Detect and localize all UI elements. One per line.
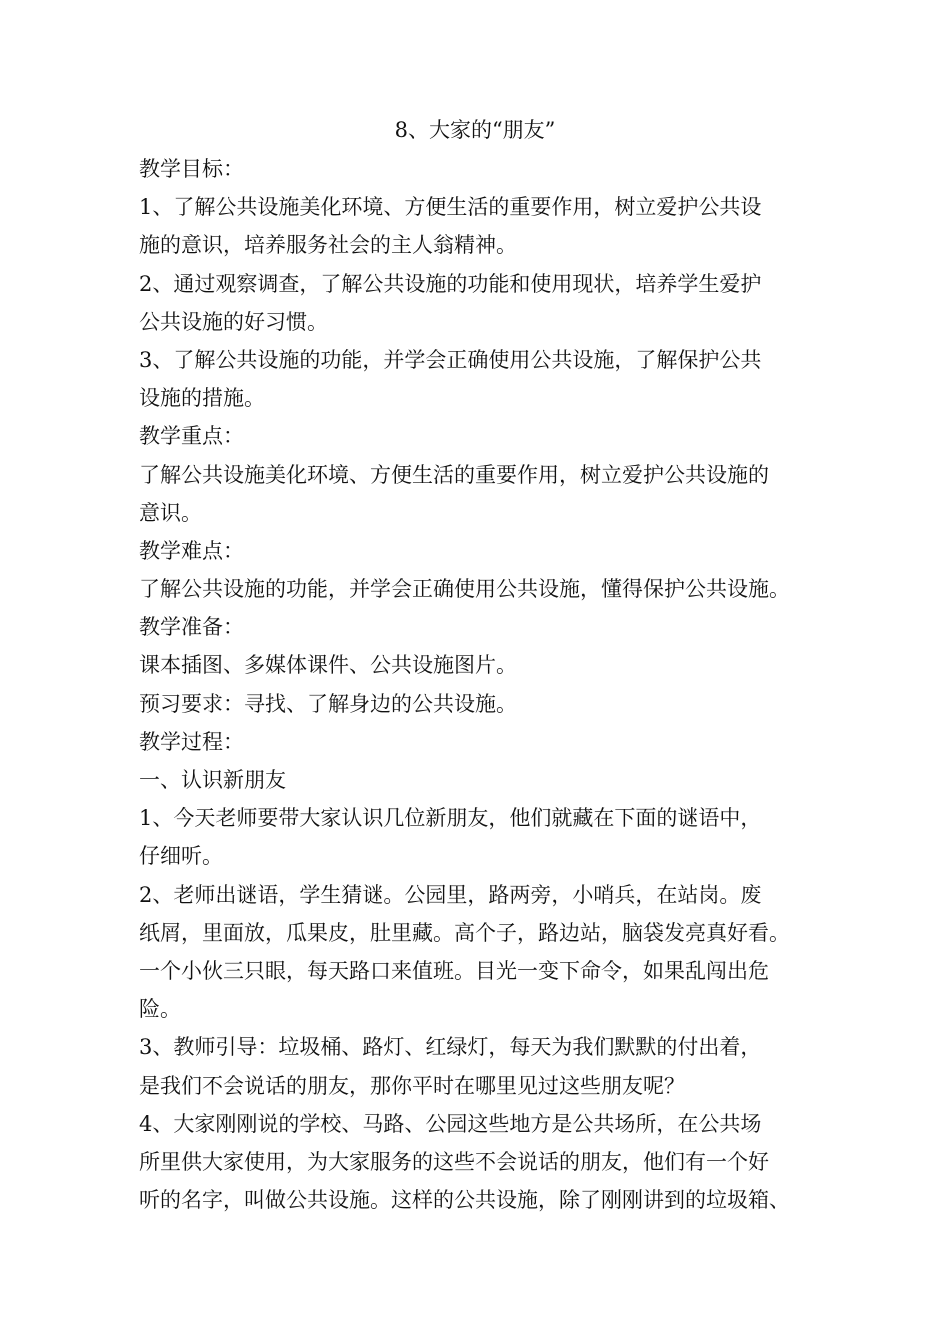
- document-body: [139, 150, 839, 1219]
- text-line: 2、老师出谜语，学生猜谜。公园里，路两旁，小哨兵，在站岗。废: [139, 882, 762, 907]
- text-line: 教学目标：: [139, 157, 244, 181]
- text-line: 险。: [139, 997, 181, 1022]
- text-line: 1、今天老师要带大家认识几位新朋友，他们就藏在下面的谜语中，: [139, 806, 762, 831]
- text-line: 教学准备：: [139, 615, 244, 640]
- text-line: 纸屑，里面放，瓜果皮，肚里藏。高个子，路边站，脑袋发亮真好看。: [139, 920, 790, 945]
- text-line: 3、了解公共设施的功能，并学会正确使用公共设施，了解保护公共: [139, 347, 762, 372]
- text-line: 2、通过观察调查，了解公共设施的功能和使用现状，培养学生爱护: [139, 271, 762, 296]
- text-line: 施的意识，培养服务社会的主人翁精神。: [139, 233, 517, 258]
- text-line: 一个小伙三只眼，每天路口来值班。目光一变下命令，如果乱闯出危: [139, 958, 769, 983]
- text-line: 公共设施的好习惯。: [139, 309, 328, 334]
- text-line: 一、认识新朋友: [139, 768, 286, 792]
- text-line: 课本插图、多媒体课件、公共设施图片。: [139, 653, 517, 678]
- text-line: 了解公共设施的功能，并学会正确使用公共设施，懂得保护公共设施。: [139, 577, 790, 602]
- text-line: 设施的措施。: [139, 386, 265, 411]
- text-line: 预习要求：寻找、了解身边的公共设施。: [139, 691, 517, 716]
- text-line: 是我们不会说话的朋友，那你平时在哪里见过这些朋友呢？: [139, 1073, 685, 1098]
- text-line: 教学过程：: [139, 729, 244, 754]
- text-line: 了解公共设施美化环境、方便生活的重要作用，树立爱护公共设施的: [139, 462, 769, 487]
- text-line: 1、了解公共设施美化环境、方便生活的重要作用，树立爱护公共设: [139, 195, 762, 220]
- text-line: 意识。: [139, 500, 202, 525]
- text-line: 仔细听。: [139, 844, 223, 869]
- text-line: 所里供大家使用，为大家服务的这些不会说话的朋友，他们有一个好: [139, 1149, 769, 1174]
- text-line: 3、教师引导：垃圾桶、路灯、红绿灯，每天为我们默默的付出着，: [139, 1035, 762, 1060]
- text-line: 4、大家刚刚说的学校、马路、公园这些地方是公共场所，在公共场: [139, 1111, 762, 1136]
- text-line: 教学难点：: [139, 538, 244, 563]
- text-line: 听的名字，叫做公共设施。这样的公共设施，除了刚刚讲到的垃圾箱、: [139, 1188, 790, 1213]
- text-line: 教学重点：: [139, 424, 244, 449]
- document-title: 8、大家的“朋友”: [394, 118, 556, 142]
